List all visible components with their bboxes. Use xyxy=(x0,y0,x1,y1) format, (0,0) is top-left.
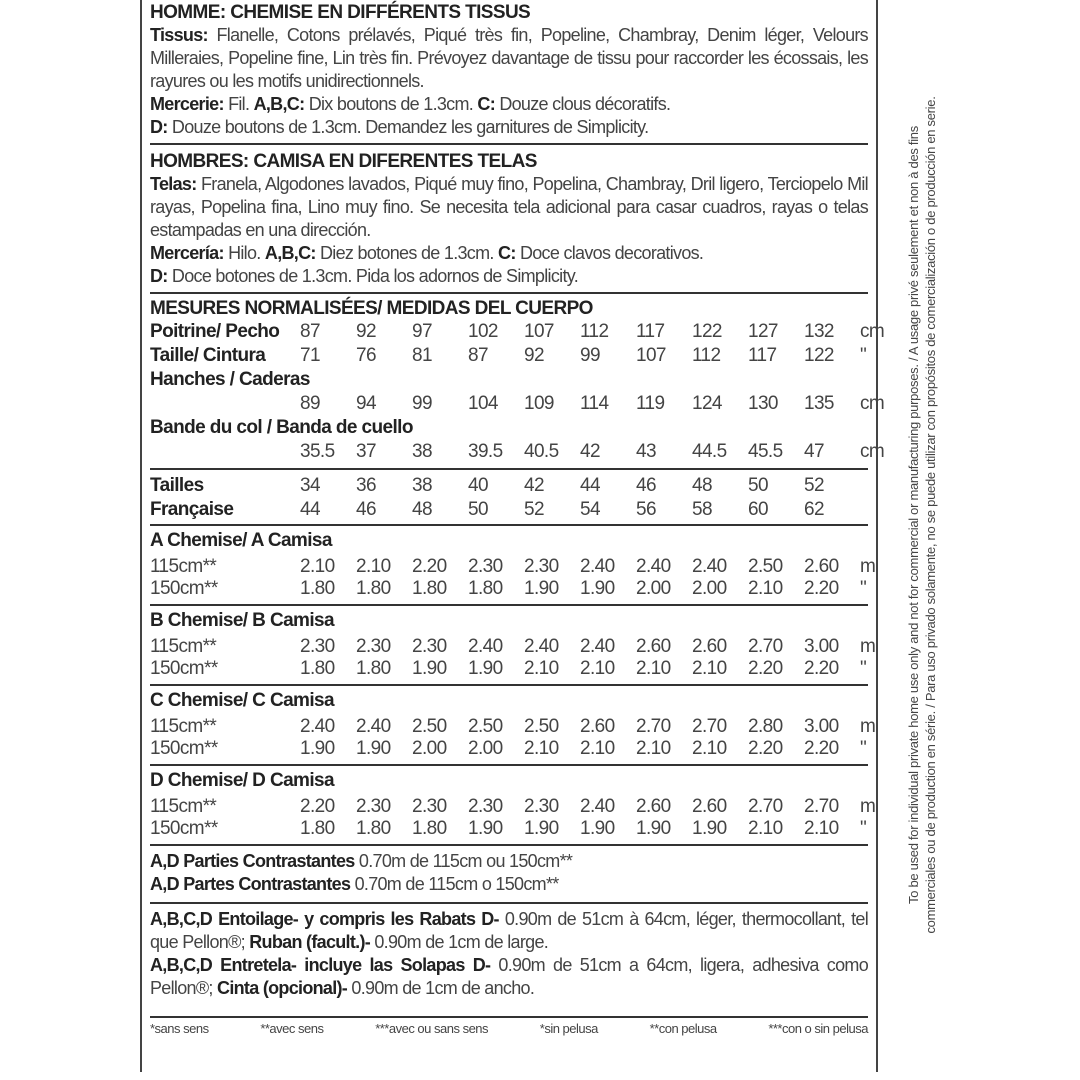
size-value: 48 xyxy=(692,475,712,496)
yardage-value: 2.80 xyxy=(748,716,783,737)
yardage-value: 2.40 xyxy=(524,636,559,657)
contrast-spanish-label: A,D Partes Contrastantes xyxy=(150,874,351,894)
measurement-row xyxy=(150,440,890,464)
interfacing-spanish xyxy=(150,954,868,1000)
yardage-value: 2.00 xyxy=(468,738,503,759)
measurement-value: 39.5 xyxy=(468,441,503,462)
measurement-value: 102 xyxy=(468,321,498,342)
french-fabrics-label: Tissus: xyxy=(150,25,208,45)
yardage-value: 2.60 xyxy=(580,716,615,737)
size-label: Tailles xyxy=(150,475,204,496)
contrast-spanish-text: 0.70m de 115cm o 150cm** xyxy=(354,874,559,894)
sizes-table xyxy=(150,474,890,522)
usage-disclaimer xyxy=(905,15,939,1015)
measurement-value: 124 xyxy=(692,393,722,414)
footnote-es-without-nap: *sin pelusa xyxy=(539,1021,598,1036)
measurement-value: 107 xyxy=(524,321,554,342)
size-row xyxy=(150,498,890,522)
size-value: 56 xyxy=(636,499,656,520)
size-value: 42 xyxy=(524,475,544,496)
spanish-notions-thread: Hilo. xyxy=(228,243,261,263)
size-value: 44 xyxy=(300,499,320,520)
yardage-value: 2.70 xyxy=(748,796,783,817)
yardage-value: 2.70 xyxy=(692,716,727,737)
interfacing-french-text: 0.90m de 51cm à 64cm, léger, thermocollant, tel que Pellon®; xyxy=(150,909,868,952)
french-fabrics-text: Flanelle, Cotons prélavés, Piqué très fin, Popeline, Chambray, Denim léger, Velours Milleraies, Popeline fine, Lin très fin. Prévoyez davantage de tissu pour raccorder les écossais, les rayures ou les motifs unidirectionnels. xyxy=(150,25,868,91)
yardage-value: 2.40 xyxy=(580,636,615,657)
contrast-french-label: A,D Parties Contrastantes xyxy=(150,851,355,871)
french-notions-studs: Douze clous décoratifs. xyxy=(499,94,671,114)
yardage-value: 2.40 xyxy=(300,716,335,737)
size-value: 50 xyxy=(468,499,488,520)
yardage-value: 1.90 xyxy=(636,818,671,839)
yardage-value: 1.90 xyxy=(524,578,559,599)
measurement-value: 87 xyxy=(300,321,320,342)
french-notions-d-text: Douze boutons de 1.3cm. Demandez les garnitures de Simplicity. xyxy=(171,117,649,137)
spanish-fabrics xyxy=(150,173,868,242)
section-body-measurements xyxy=(150,294,885,470)
contrast-french-text: 0.70m de 115cm ou 150cm** xyxy=(358,851,573,871)
interfacing-french-label: A,B,C,D Entoilage- y compris les Rabats D- xyxy=(150,909,499,929)
measurement-value: 122 xyxy=(692,321,722,342)
footnote-es-with-or-without-nap: ***con o sin pelusa xyxy=(768,1021,868,1036)
interfacing-spanish-label: A,B,C,D Entretela- incluye las Solapas D- xyxy=(150,955,491,975)
measurement-unit: cm xyxy=(860,321,885,342)
measurement-value: 38 xyxy=(412,441,432,462)
fabric-width-label: 115cm** xyxy=(150,556,217,577)
size-value: 40 xyxy=(468,475,488,496)
yardage-value: 1.80 xyxy=(356,578,391,599)
interfacing-french xyxy=(150,908,868,954)
section-yardage-view-b xyxy=(150,606,876,686)
yardage-value: 2.20 xyxy=(748,738,783,759)
yardage-value: 2.60 xyxy=(692,796,727,817)
yardage-value: 2.40 xyxy=(580,556,615,577)
size-value: 50 xyxy=(748,475,768,496)
yardage-row xyxy=(150,556,890,578)
yardage-value: 2.10 xyxy=(524,658,559,679)
yardage-row xyxy=(150,818,890,840)
size-row xyxy=(150,474,890,498)
measurement-label: Hanches / Caderas xyxy=(150,369,310,390)
yardage-value: 2.30 xyxy=(300,636,335,657)
yardage-value: 2.10 xyxy=(692,738,727,759)
spanish-notions-abc: A,B,C: xyxy=(264,243,316,263)
spanish-notions-d-text: Doce botones de 1.3cm. Pida los adornos de Simplicity. xyxy=(171,266,579,286)
yardage-value: 2.60 xyxy=(636,796,671,817)
yardage-value: 2.40 xyxy=(636,556,671,577)
measurement-value: 119 xyxy=(636,393,665,414)
yardage-value: 2.30 xyxy=(468,796,503,817)
yardage-value: 1.90 xyxy=(692,818,727,839)
measurement-value: 112 xyxy=(580,321,609,342)
fabric-width-label: 150cm** xyxy=(150,658,218,679)
yardage-row xyxy=(150,578,890,600)
yardage-value: 2.10 xyxy=(692,658,727,679)
yardage-value: 1.90 xyxy=(580,578,615,599)
spanish-notions-studs: Doce clavos decorativos. xyxy=(519,243,704,263)
yardage-value: 2.20 xyxy=(300,796,335,817)
measurement-value: 45.5 xyxy=(748,441,783,462)
contrast-french xyxy=(150,850,868,873)
yardage-unit: m xyxy=(860,796,876,817)
usage-disclaimer-line-1: To be used for individual private home use only and not for commercial or manufacturing purposes. / A usage privé seulement et non à des fins xyxy=(906,126,921,904)
yardage-value: 1.90 xyxy=(412,658,447,679)
measurement-value: 99 xyxy=(412,393,432,414)
measurement-value: 130 xyxy=(748,393,778,414)
measurement-unit: cm xyxy=(860,441,885,462)
yardage-value: 1.80 xyxy=(300,658,335,679)
measurement-value: 94 xyxy=(356,393,376,414)
measurement-label-row xyxy=(150,416,890,440)
interfacing-french-ribbon-text: 0.90m de 1cm de large. xyxy=(374,932,549,952)
yardage-value: 2.10 xyxy=(356,556,391,577)
measurement-value: 97 xyxy=(412,321,432,342)
interfacing-french-ribbon-label: Ruban (facult.)- xyxy=(249,932,371,952)
yardage-value: 1.90 xyxy=(524,818,559,839)
spanish-notions-c: C: xyxy=(498,243,516,263)
yardage-value: 2.60 xyxy=(804,556,839,577)
usage-disclaimer-line-2: commerciales ou de production en série. / Para uso privado solamente, no se puede utilizar con propósitos de comercialización o de producción en serie. xyxy=(923,96,938,934)
yardage-value: 2.70 xyxy=(636,716,671,737)
spanish-notions-d: D: xyxy=(150,266,168,286)
footnote-fr-with-nap: **avec sens xyxy=(260,1021,324,1036)
yardage-value: 3.00 xyxy=(804,636,839,657)
measurement-label-row xyxy=(150,368,890,392)
yardage-unit: " xyxy=(860,578,867,599)
yardage-value: 2.40 xyxy=(356,716,391,737)
fabric-width-label: 115cm** xyxy=(150,796,217,817)
yardage-value: 1.80 xyxy=(468,578,503,599)
section-yardage-view-a xyxy=(150,526,876,606)
yardage-value: 2.70 xyxy=(804,796,839,817)
yardage-value: 2.30 xyxy=(524,556,559,577)
measurement-value: 76 xyxy=(356,345,376,366)
french-notions-buttons: Dix boutons de 1.3cm. xyxy=(308,94,474,114)
size-label: Française xyxy=(150,499,234,520)
fabric-width-label: 115cm** xyxy=(150,636,217,657)
yardage-value: 2.10 xyxy=(748,578,783,599)
french-fabrics xyxy=(150,24,868,93)
french-notions-abc: A,B,C: xyxy=(253,94,305,114)
yardage-view-title: B Chemise/ B Camisa xyxy=(150,610,334,631)
french-title: HOMME: CHEMISE EN DIFFÉRENTS TISSUS xyxy=(150,2,531,23)
size-value: 44 xyxy=(580,475,600,496)
yardage-unit: " xyxy=(860,818,867,839)
measurements-title: MESURES NORMALISÉES/ MEDIDAS DEL CUERPO xyxy=(150,298,593,319)
yardage-value: 1.80 xyxy=(356,658,391,679)
measurement-label-spacer xyxy=(150,440,300,464)
yardage-unit: m xyxy=(860,716,876,737)
size-value: 52 xyxy=(524,499,544,520)
yardage-value: 1.90 xyxy=(580,818,615,839)
section-spanish-description xyxy=(150,145,868,294)
yardage-table xyxy=(150,556,890,600)
yardage-value: 2.50 xyxy=(468,716,503,737)
size-value: 52 xyxy=(804,475,824,496)
yardage-unit: m xyxy=(860,556,876,577)
section-sizes xyxy=(150,470,868,526)
yardage-value: 2.30 xyxy=(356,796,391,817)
yardage-row xyxy=(150,796,890,818)
measurement-value: 117 xyxy=(748,345,777,366)
yardage-value: 2.20 xyxy=(804,738,839,759)
measurement-label-spacer xyxy=(150,392,300,416)
yardage-value: 2.60 xyxy=(636,636,671,657)
yardage-value: 2.40 xyxy=(692,556,727,577)
spanish-title: HOMBRES: CAMISA EN DIFERENTES TELAS xyxy=(150,151,537,172)
measurement-value: 87 xyxy=(468,345,488,366)
pattern-envelope-back xyxy=(140,0,885,1072)
yardage-unit: " xyxy=(860,738,867,759)
yardage-value: 2.10 xyxy=(580,658,615,679)
yardage-view-title: D Chemise/ D Camisa xyxy=(150,770,334,791)
footnote-fr-without-nap: *sans sens xyxy=(150,1021,209,1036)
yardage-value: 2.30 xyxy=(412,636,447,657)
section-yardage-view-d xyxy=(150,766,876,846)
fabric-width-label: 150cm** xyxy=(150,738,218,759)
measurement-value: 44.5 xyxy=(692,441,727,462)
size-unit-spacer xyxy=(860,498,890,522)
footnote-fr-with-or-without-nap: ***avec ou sans sens xyxy=(375,1021,489,1036)
measurement-unit: " xyxy=(860,345,867,366)
yardage-value: 2.40 xyxy=(580,796,615,817)
yardage-row xyxy=(150,716,890,738)
yardage-value: 2.10 xyxy=(636,738,671,759)
measurement-label: Bande du col / Banda de cuello xyxy=(150,417,413,438)
yardage-value: 2.50 xyxy=(748,556,783,577)
spanish-fabrics-label: Telas: xyxy=(150,174,197,194)
spanish-notions-buttons: Diez botones de 1.3cm. xyxy=(320,243,494,263)
size-value: 48 xyxy=(412,499,432,520)
yardage-value: 1.80 xyxy=(412,818,447,839)
yardage-value: 1.80 xyxy=(356,818,391,839)
yardage-view-title: C Chemise/ C Camisa xyxy=(150,690,334,711)
measurement-value: 107 xyxy=(636,345,666,366)
yardage-value: 1.90 xyxy=(468,658,503,679)
size-value: 54 xyxy=(580,499,600,520)
french-notions-thread: Fil. xyxy=(228,94,250,114)
yardage-value: 2.10 xyxy=(804,818,839,839)
yardage-value: 2.50 xyxy=(412,716,447,737)
measurement-value: 92 xyxy=(524,345,544,366)
yardage-value: 1.90 xyxy=(300,738,335,759)
size-value: 38 xyxy=(412,475,432,496)
measurement-value: 37 xyxy=(356,441,376,462)
yardage-row xyxy=(150,738,890,760)
yardage-value: 2.20 xyxy=(748,658,783,679)
yardage-row xyxy=(150,658,890,680)
measurement-value: 43 xyxy=(636,441,656,462)
yardage-value: 2.30 xyxy=(356,636,391,657)
size-value: 58 xyxy=(692,499,712,520)
measurement-row xyxy=(150,392,890,416)
yardage-value: 2.10 xyxy=(524,738,559,759)
yardage-row xyxy=(150,636,890,658)
yardage-value: 2.10 xyxy=(636,658,671,679)
yardage-value: 2.30 xyxy=(412,796,447,817)
measurement-value: 92 xyxy=(356,321,376,342)
measurement-value: 122 xyxy=(804,345,834,366)
measurement-value: 109 xyxy=(524,393,554,414)
yardage-table xyxy=(150,636,890,680)
footnotes xyxy=(150,1018,868,1036)
contrast-spanish xyxy=(150,873,868,896)
french-notions-c: C: xyxy=(477,94,495,114)
size-value: 62 xyxy=(804,499,824,520)
measurement-value: 47 xyxy=(804,441,824,462)
size-value: 34 xyxy=(300,475,320,496)
size-value: 36 xyxy=(356,475,376,496)
measurement-value: 117 xyxy=(636,321,665,342)
measurement-row xyxy=(150,344,890,368)
yardage-view-title: A Chemise/ A Camisa xyxy=(150,530,332,551)
yardage-table xyxy=(150,796,890,840)
measurement-value: 35.5 xyxy=(300,441,335,462)
measurement-value: 81 xyxy=(412,345,432,366)
size-value: 46 xyxy=(636,475,656,496)
interfacing-spanish-text: 0.90m de 51cm a 64cm, ligera, adhesiva como Pellon®; xyxy=(150,955,868,998)
yardage-value: 2.10 xyxy=(580,738,615,759)
measurement-value: 71 xyxy=(300,345,320,366)
yardage-value: 2.70 xyxy=(748,636,783,657)
measurement-value: 114 xyxy=(580,393,609,414)
measurement-unit: cm xyxy=(860,393,885,414)
measurement-value: 135 xyxy=(804,393,834,414)
footnote-es-with-nap: **con pelusa xyxy=(649,1021,717,1036)
yardage-unit: " xyxy=(860,658,867,679)
size-value: 60 xyxy=(748,499,768,520)
yardage-value: 2.60 xyxy=(692,636,727,657)
measurement-value: 40.5 xyxy=(524,441,559,462)
size-unit-spacer xyxy=(860,474,890,498)
yardage-value: 2.10 xyxy=(748,818,783,839)
spanish-notions xyxy=(150,242,868,288)
french-notions xyxy=(150,93,868,139)
yardage-value: 2.50 xyxy=(524,716,559,737)
section-yardage-view-c xyxy=(150,686,876,766)
yardage-unit: m xyxy=(860,636,876,657)
yardage-value: 3.00 xyxy=(804,716,839,737)
measurement-value: 104 xyxy=(468,393,498,414)
spanish-fabrics-text: Franela, Algodones lavados, Piqué muy fino, Popelina, Chambray, Dril ligero, Terciopelo Mil rayas, Popelina fina, Lino muy fino. Se necesita tela adicional para casar cuadros, rayas o telas estampadas en una dirección. xyxy=(150,174,868,240)
fabric-width-label: 115cm** xyxy=(150,716,217,737)
yardage-value: 2.40 xyxy=(468,636,503,657)
yardage-value: 2.00 xyxy=(412,738,447,759)
section-contrast xyxy=(150,846,868,904)
interfacing-spanish-tape-label: Cinta (opcional)- xyxy=(217,978,348,998)
yardage-value: 1.90 xyxy=(468,818,503,839)
section-interfacing xyxy=(150,904,868,1018)
yardage-value: 1.80 xyxy=(412,578,447,599)
yardage-value: 1.80 xyxy=(300,578,335,599)
yardage-table xyxy=(150,716,890,760)
yardage-value: 2.10 xyxy=(300,556,335,577)
french-notions-label: Mercerie: xyxy=(150,94,224,114)
measurement-value: 42 xyxy=(580,441,600,462)
measurement-row xyxy=(150,320,890,344)
measurement-value: 127 xyxy=(748,321,778,342)
measurement-value: 99 xyxy=(580,345,600,366)
yardage-value: 2.20 xyxy=(804,578,839,599)
size-value: 46 xyxy=(356,499,376,520)
spanish-notions-label: Mercería: xyxy=(150,243,224,263)
yardage-value: 2.30 xyxy=(524,796,559,817)
yardage-value: 1.80 xyxy=(300,818,335,839)
measurement-label: Poitrine/ Pecho xyxy=(150,321,280,342)
yardage-value: 2.00 xyxy=(636,578,671,599)
fabric-width-label: 150cm** xyxy=(150,818,218,839)
yardage-value: 2.30 xyxy=(468,556,503,577)
measurements-table xyxy=(150,320,890,464)
fabric-width-label: 150cm** xyxy=(150,578,218,599)
french-notions-d: D: xyxy=(150,117,168,137)
yardage-value: 2.20 xyxy=(804,658,839,679)
interfacing-spanish-tape-text: 0.90m de 1cm de ancho. xyxy=(351,978,535,998)
measurement-label: Taille/ Cintura xyxy=(150,345,266,366)
yardage-value: 2.20 xyxy=(412,556,447,577)
yardage-value: 2.00 xyxy=(692,578,727,599)
measurement-value: 89 xyxy=(300,393,320,414)
measurement-value: 112 xyxy=(692,345,721,366)
section-french-description xyxy=(150,0,868,145)
measurement-value: 132 xyxy=(804,321,834,342)
yardage-value: 1.90 xyxy=(356,738,391,759)
